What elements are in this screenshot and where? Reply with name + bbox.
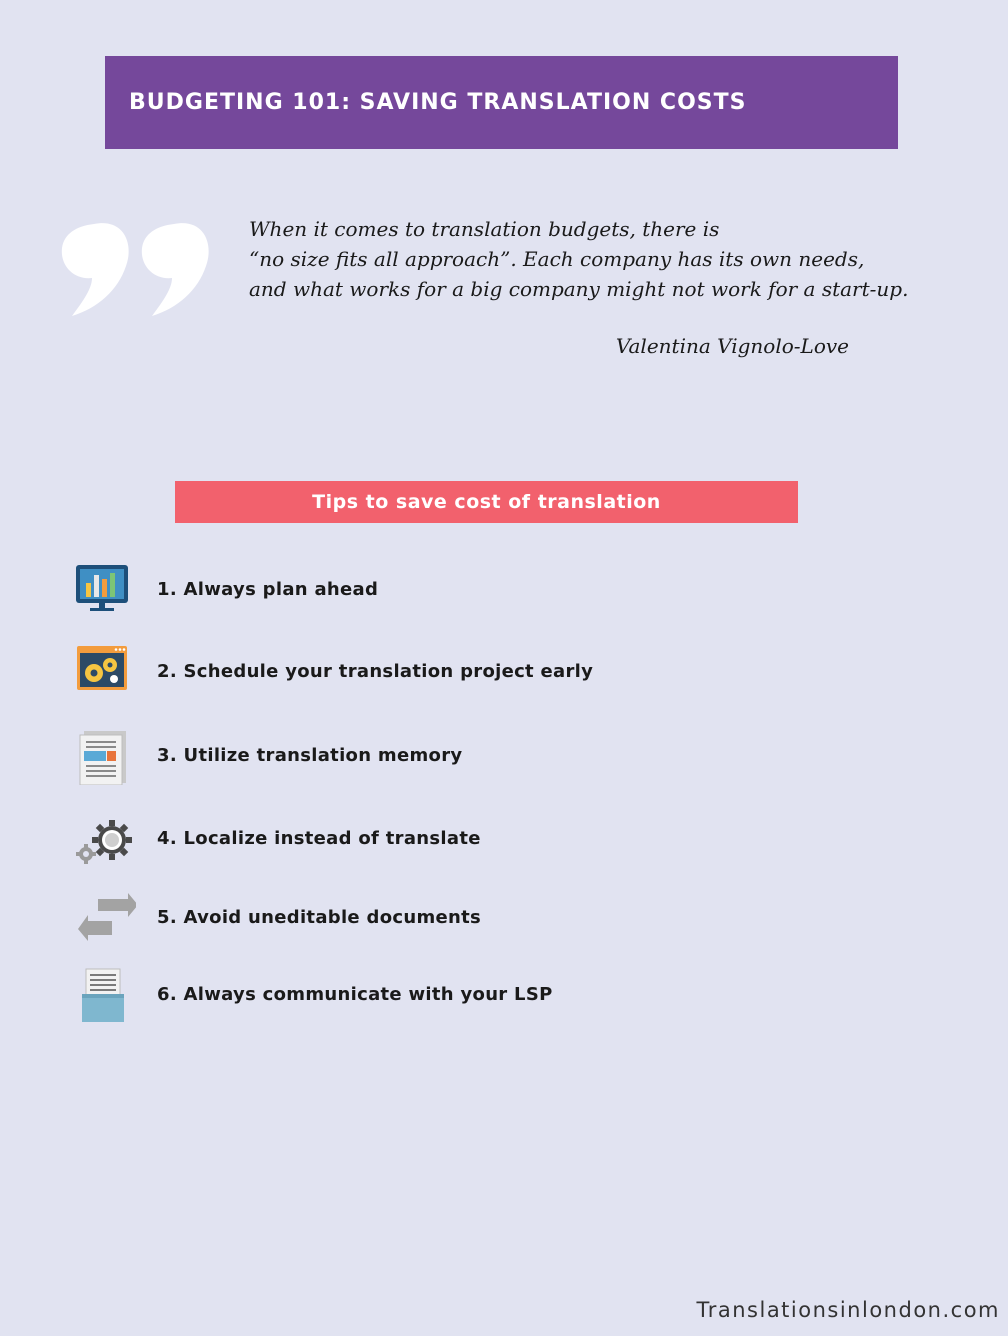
footer-site: Translationsinlondon.com [696,1298,1000,1322]
tip-label: 1. Always plan ahead [157,579,379,600]
quote-text [249,214,909,304]
tip-label: 4. Localize instead of translate [157,828,481,849]
tip-item [72,812,772,868]
tip-item [72,968,772,1024]
document-icon [72,729,136,785]
tip-label: 3. Utilize translation memory [157,745,463,766]
tip-label: 5. Avoid uneditable documents [157,907,482,928]
title-banner [105,56,898,149]
quote-line: and what works for a big company might not work for a start-up. [249,277,909,301]
tip-item [72,729,772,785]
quote-author: Valentina Vignolo-Love [615,334,849,358]
tip-label: 2. Schedule your translation project early [157,661,594,682]
quote-line: When it comes to translation budgets, there is [249,217,720,241]
tip-label: 6. Always communicate with your LSP [157,984,553,1005]
page-title: BUDGETING 101: SAVING TRANSLATION COSTS [129,90,747,115]
monitor-chart-icon [72,563,136,619]
tip-item [72,645,772,701]
document-tray-icon [72,968,136,1024]
quote-line: “no size fits all approach”. Each company has its own needs, [249,247,865,271]
tip-item [72,563,772,619]
gears-icon [72,812,136,868]
tips-header [175,481,798,523]
quote-mark-icon [54,204,224,324]
swap-arrows-icon [72,891,136,947]
tips-header-label: Tips to save cost of translation [312,491,661,513]
tip-item [72,891,772,947]
gears-window-icon [72,645,136,701]
